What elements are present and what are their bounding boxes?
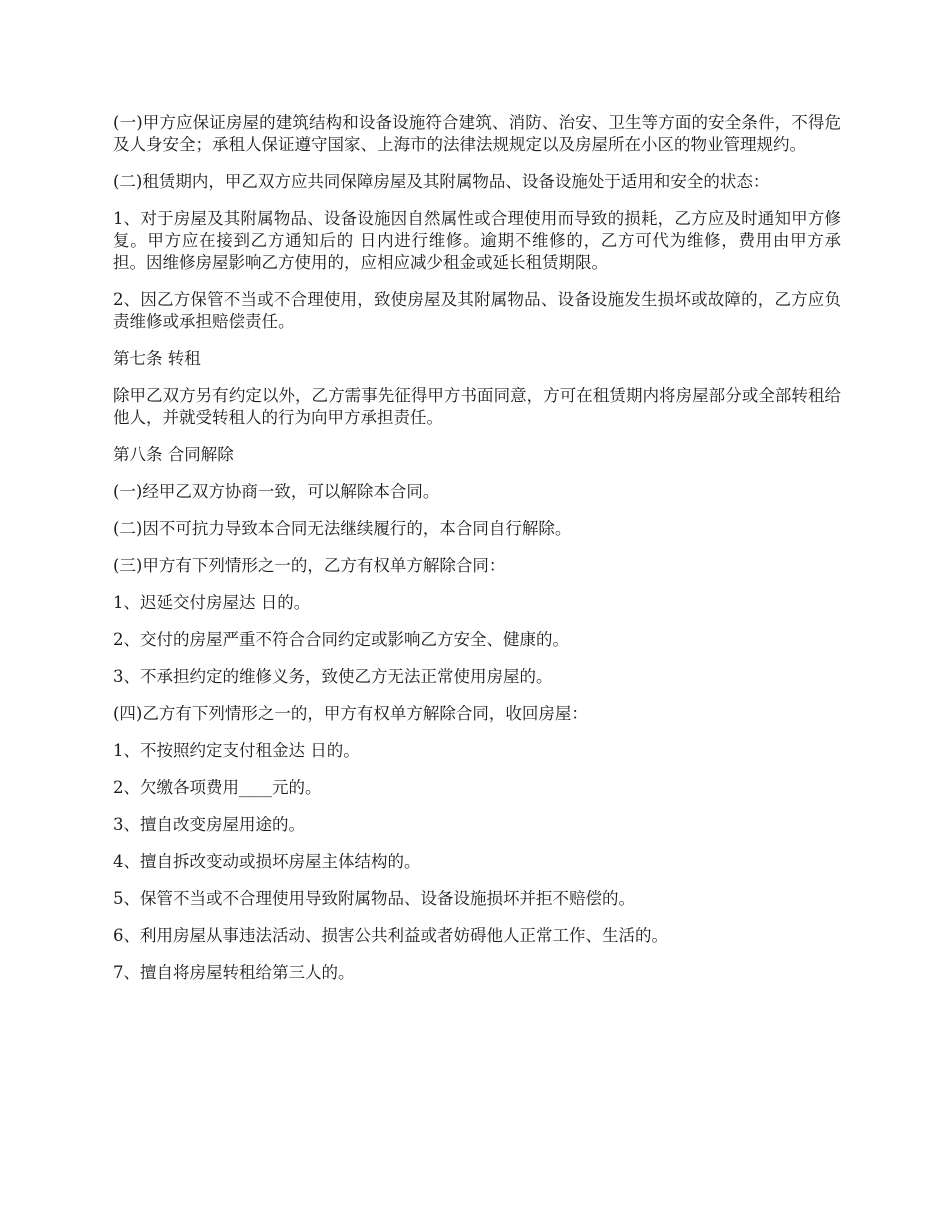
- list-item: 5、保管不当或不合理使用导致附属物品、设备设施损坏并拒不赔偿的。: [113, 889, 635, 908]
- clause-paragraph: (一)甲方应保证房屋的建筑结构和设备设施符合建筑、消防、治安、卫生等方面的安全条件，不得危及人身安全；承租人保证遵守国家、上海市的法律法规规定以及房屋所在小区的物业管理规约。: [113, 113, 841, 154]
- clause-paragraph: 1、对于房屋及其附属物品、设备设施因自然属性或合理使用而导致的损耗，乙方应及时通知甲方修复。甲方应在接到乙方通知后的 日内进行维修。逾期不维修的，乙方可代为维修，费用由甲方承担。因维修房屋影响乙方使用的，应相应减少租金或延长租赁期限。: [113, 209, 841, 272]
- list-item: 3、擅自改变房屋用途的。: [113, 815, 305, 834]
- list-item: 1、不按照约定支付租金达 日的。: [113, 741, 360, 760]
- section-heading: 第八条 合同解除: [113, 445, 234, 464]
- list-item: 7、擅自将房屋转租给第三人的。: [113, 963, 355, 982]
- clause-paragraph: (二)因不可抗力导致本合同无法继续履行的，本合同自行解除。: [113, 519, 572, 538]
- list-item: 2、交付的房屋严重不符合合同约定或影响乙方安全、健康的。: [113, 630, 569, 649]
- list-item: 3、不承担约定的维修义务，致使乙方无法正常使用房屋的。: [113, 667, 553, 686]
- clause-paragraph: 2、因乙方保管不当或不合理使用，致使房屋及其附属物品、设备设施发生损坏或故障的，乙方应负责维修或承担赔偿责任。: [113, 290, 841, 331]
- clause-paragraph: (二)租赁期内，甲乙双方应共同保障房屋及其附属物品、设备设施处于适用和安全的状态：: [113, 172, 770, 191]
- list-item: 2、欠缴各项费用____元的。: [113, 778, 322, 797]
- list-item: 6、利用房屋从事违法活动、损害公共利益或者妨碍他人正常工作、生活的。: [113, 926, 668, 945]
- clause-paragraph: 除甲乙双方另有约定以外，乙方需事先征得甲方书面同意，方可在租赁期内将房屋部分或全部转租给他人，并就受转租人的行为向甲方承担责任。: [113, 386, 841, 427]
- section-heading: 第七条 转租: [113, 349, 201, 368]
- list-item: 1、迟延交付房屋达 日的。: [113, 593, 311, 612]
- clause-paragraph: (一)经甲乙双方协商一致，可以解除本合同。: [113, 482, 440, 501]
- clause-paragraph: (四)乙方有下列情形之一的，甲方有权单方解除合同，收回房屋：: [113, 704, 588, 723]
- list-item: 4、擅自拆改变动或损坏房屋主体结构的。: [113, 852, 421, 871]
- clause-paragraph: (三)甲方有下列情形之一的，乙方有权单方解除合同：: [113, 556, 506, 575]
- document-page: [113, 112, 841, 999]
